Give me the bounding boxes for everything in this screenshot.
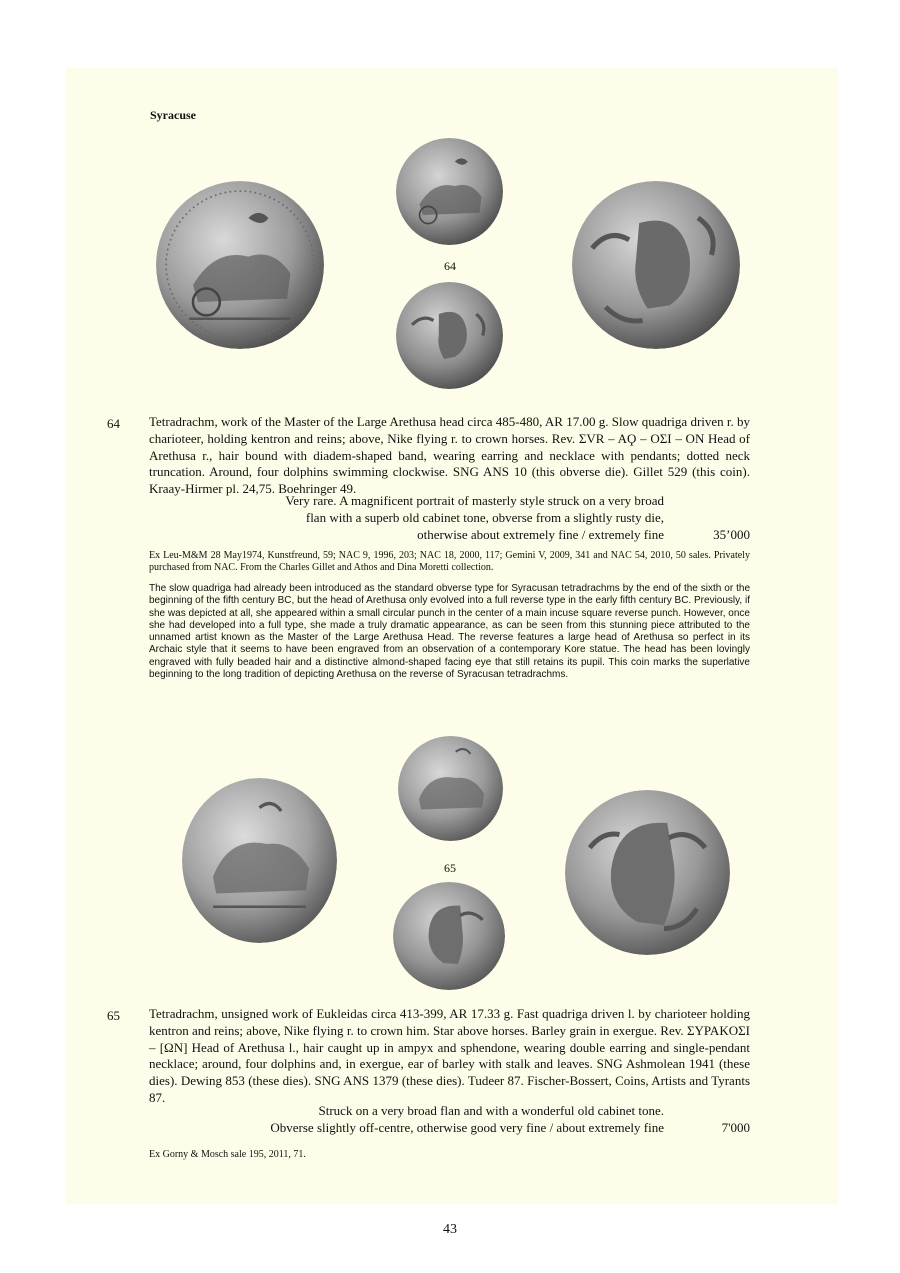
lot-grade-line: Very rare. A magnificent portrait of masterly style struck on a very broad [285,493,664,508]
lot-commentary: The slow quadriga had already been introduced as the standard obverse type for Syracusan tetradrachms by the end of the sixth or the beginning of the fifth century BC, but the head of Arethusa only evolved into a full reverse type in the early fifth century BC. Previously, if she was depicted at all, she appeared within a small circular punch in the center of a main incuse square reverse punch. However, once she had developed into a full type, she made a truly dramatic appearance, as can be seen from this stunning piece attributed to the unnamed artist known as the Master of the Large Arethusa Head. The reverse features a large head of Arethusa so perfect in its Archaic style that it seems to have been engraved from an observation of a contemporary Kore statue. The head has been lovingly engraved with fully beaded hair and a distinctive almond-shaped facing eye that still retains its pupil. This coin marks the superlative beginning to the long tradition of depicting Arethusa on the reverse of Syracusan tetradrachms. [149,583,750,681]
coin-64-reverse-small-image [396,282,503,389]
coin-64-obverse-small-image [396,138,503,245]
lot-provenance: Ex Leu-M&M 28 May1974, Kunstfreund, 59; NAC 9, 1996, 203; NAC 18, 2000, 117; Gemini V, 2009, 341 and NAC 54, 2010, 50 sales. Privately purchased from NAC. From the Charles Gillet and Athos and Dina Moretti collection. [149,550,750,574]
lot-number: 65 [107,1008,120,1023]
coin-64-reverse-large-image [572,181,740,349]
lot-provenance: Ex Gorny & Mosch sale 195, 2011, 71. [149,1149,306,1160]
coin-65-obverse-large-image [182,778,337,943]
section-title: Syracuse [150,108,196,122]
coin-65-obverse-small-image [398,736,503,841]
lot-number: 64 [107,416,120,431]
page-number: 43 [443,1222,457,1237]
image-label-64: 64 [444,259,456,273]
lot-grade-line: otherwise about extremely fine / extremely fine [417,527,664,542]
lot-grade-line: Struck on a very broad flan and with a wonderful old cabinet tone. [318,1103,664,1118]
lot-grade-line: flan with a superb old cabinet tone, obverse from a slightly rusty die, [305,510,664,525]
lot-description: Tetradrachm, unsigned work of Eukleidas circa 413-399, AR 17.33 g. Fast quadriga driven l. by charioteer holding kentron and reins; above, Nike flying r. to crown him. Star above horses. Barley grain in exergue. Rev. ΣYPAKOΣI – [ΩN] Head of Arethusa l., hair caught up in ampyx and sphendone, wearing double earring and single-pendant necklace; around, four dolphins and, in exergue, ear of barley with stalk and leaves. SNG Ashmolean 1941 (these dies). Dewing 853 (these dies). SNG ANS 1379 (these dies). Tudeer 87. Fischer-Bossert, Coins, Artists and Tyrants 87. [149,1006,750,1105]
coin-65-reverse-large-image [565,790,730,955]
image-label-65: 65 [444,861,456,875]
coin-64-obverse-large-image [156,181,324,349]
lot-description: Tetradrachm, work of the Master of the Large Arethusa head circa 485-480, AR 17.00 g. Slow quadriga driven r. by charioteer, holding kentron and reins; above, Nike flying r. to crown horses. Rev. ΣVR – AϘ – OΣI – ON Head of Arethusa r., hair bound with diadem-shaped band, wearing earring and necklace with pendants; dotted neck truncation. Around, four dolphins swimming clockwise. SNG ANS 10 (this obverse die). Gillet 529 (this coin). Kraay-Hirmer pl. 24,75. Boehringer 49. [149,414,751,497]
lot-estimate: 35’000 [713,527,750,542]
lot-estimate: 7'000 [721,1120,750,1135]
lot-grade-line: Obverse slightly off-centre, otherwise good very fine / about extremely fine [270,1120,664,1135]
coin-65-reverse-small-image [393,882,505,990]
